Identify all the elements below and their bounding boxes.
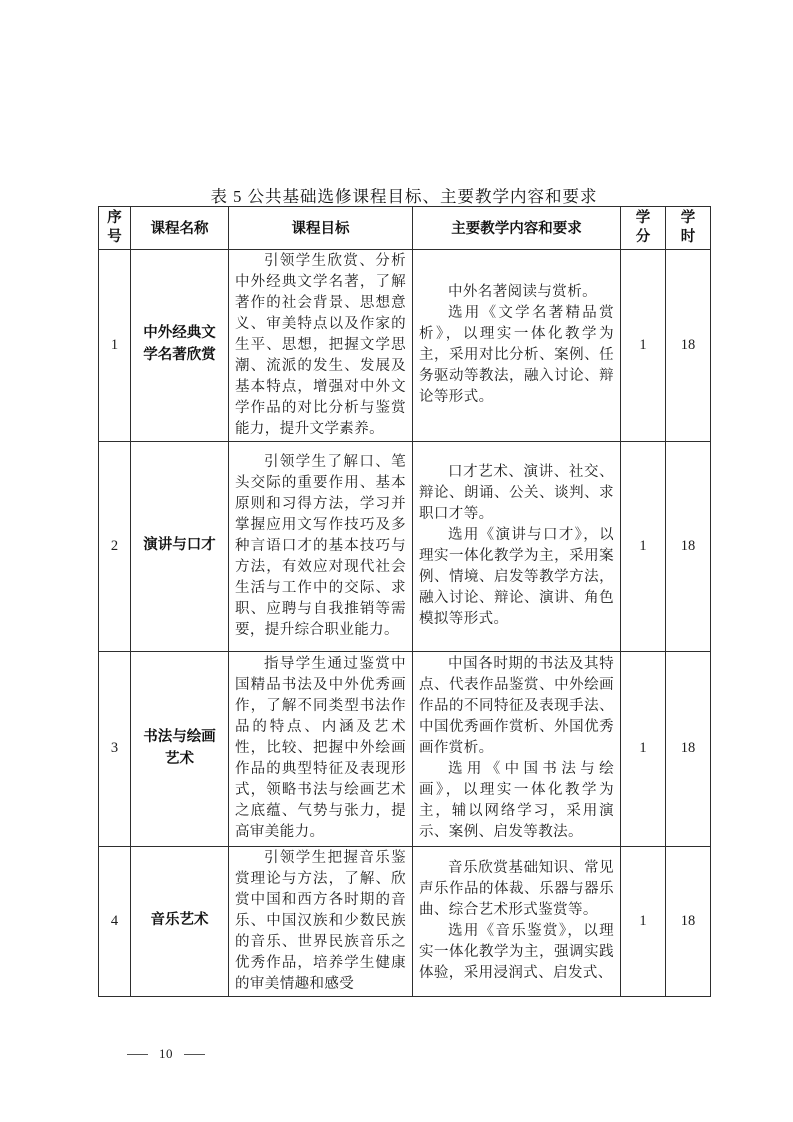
content-paragraph: 口才艺术、演讲、社交、辩论、朗诵、公关、谈判、求职口才等。 bbox=[419, 464, 614, 523]
course-table bbox=[98, 206, 711, 997]
objective-paragraph: 引领学生了解口、笔头交际的重要作用、基本原则和习得方法，学习并掌握应用文写作技巧及多种言语口才的基本技巧与方法，有效应对现代社会生活与工作中的交际、求职、应聘与自我推销等需要，提升综合职业能力。 bbox=[235, 453, 406, 638]
objective-paragraph: 引领学生把握音乐鉴赏理论与方法，了解、欣赏中国和西方各时期的音乐、中国汉族和少数民族的音乐、世界民族音乐之优秀作品，培养学生健康的审美情趣和感受 bbox=[235, 849, 406, 992]
content-paragraph: 选用《中国书法与绘画》，以理实一体化教学为主，辅以网络学习，采用演示、案例、启发等教法。 bbox=[419, 761, 614, 841]
course-objective bbox=[229, 441, 413, 651]
table-row bbox=[99, 846, 711, 996]
course-content bbox=[413, 846, 621, 996]
table-row bbox=[99, 249, 711, 441]
credits-value: 1 bbox=[621, 846, 666, 996]
row-no: 1 bbox=[99, 249, 131, 441]
content-paragraph: 选用《音乐鉴赏》，以理实一体化教学为主，强调实践体验，采用浸润式、启发式、 bbox=[419, 923, 614, 982]
credits-value: 1 bbox=[621, 441, 666, 651]
credits-value: 1 bbox=[621, 651, 666, 846]
header-course-name: 课程名称 bbox=[131, 207, 229, 250]
page-footer bbox=[127, 1046, 205, 1062]
course-name: 演讲与口才 bbox=[131, 441, 229, 651]
course-name: 音乐艺术 bbox=[131, 846, 229, 996]
footer-right-rule bbox=[184, 1054, 205, 1055]
content-paragraph: 中国各时期的书法及其特点、代表作品鉴赏、中外绘画作品的不同特征及表现手法、中国优秀画作赏析、外国优秀画作赏析。 bbox=[419, 656, 614, 757]
table-row bbox=[99, 441, 711, 651]
table-title: 表 5 公共基础选修课程目标、主要教学内容和要求 bbox=[210, 187, 598, 206]
hours-value: 18 bbox=[666, 249, 711, 441]
course-content bbox=[413, 441, 621, 651]
header-hours: 学时 bbox=[666, 207, 711, 250]
table-header-row bbox=[99, 207, 711, 250]
hours-value: 18 bbox=[666, 651, 711, 846]
hours-value: 18 bbox=[666, 846, 711, 996]
course-name: 中外经典文学名著欣赏 bbox=[131, 249, 229, 441]
table-row bbox=[99, 651, 711, 846]
row-no: 2 bbox=[99, 441, 131, 651]
content-paragraph: 选用《演讲与口才》，以理实一体化教学为主，采用案例、情境、启发等教学方法，融入讨论、辩论、演讲、角色模拟等形式。 bbox=[419, 527, 614, 628]
course-objective bbox=[229, 846, 413, 996]
page-number: 10 bbox=[159, 1046, 173, 1061]
header-content: 主要教学内容和要求 bbox=[413, 207, 621, 250]
objective-paragraph: 引领学生欣赏、分析中外经典文学名著，了解著作的社会背景、思想意义、审美特点以及作家的生平、思想，把握文学思潮、流派的发生、发展及基本特点，增强对中外文学作品的对比分析与鉴赏能力，提升文学素养。 bbox=[235, 252, 406, 437]
footer-left-rule bbox=[127, 1054, 148, 1055]
row-no: 4 bbox=[99, 846, 131, 996]
course-name: 书法与绘画艺术 bbox=[131, 651, 229, 846]
course-objective bbox=[229, 651, 413, 846]
header-objective: 课程目标 bbox=[229, 207, 413, 250]
row-no: 3 bbox=[99, 651, 131, 846]
header-no: 序号 bbox=[99, 207, 131, 250]
course-objective bbox=[229, 249, 413, 441]
course-content bbox=[413, 249, 621, 441]
content-paragraph: 中外名著阅读与赏析。 bbox=[448, 284, 597, 301]
hours-value: 18 bbox=[666, 441, 711, 651]
course-content bbox=[413, 651, 621, 846]
header-credits: 学分 bbox=[621, 207, 666, 250]
content-paragraph: 选用《文学名著精品赏析》，以理实一体化教学为主，采用对比分析、案例、任务驱动等教法，融入讨论、辩论等形式。 bbox=[419, 305, 614, 406]
content-paragraph: 音乐欣赏基础知识、常见声乐作品的体裁、乐器与器乐曲、综合艺术形式鉴赏等。 bbox=[419, 860, 614, 919]
objective-paragraph: 指导学生通过鉴赏中国精品书法及中外优秀画作，了解不同类型书法作品的特点、内涵及艺术性，比较、把握中外绘画作品的典型特征及表现形式，领略书法与绘画艺术之底蕴、气势与张力，提高审美能力。 bbox=[235, 656, 406, 841]
credits-value: 1 bbox=[621, 249, 666, 441]
